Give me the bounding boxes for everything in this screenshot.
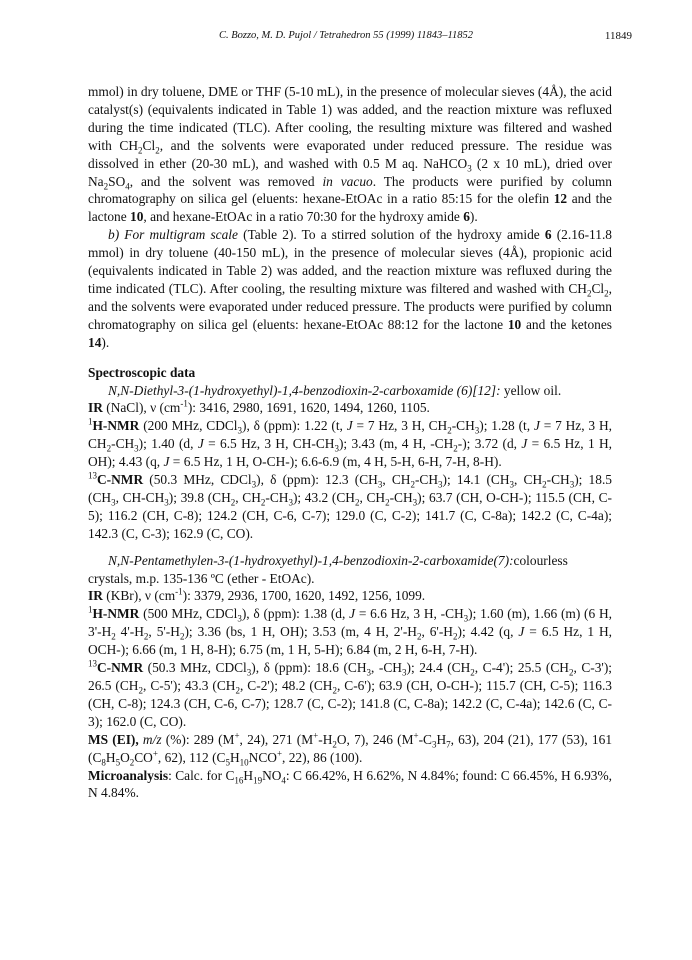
subscript: 8 (101, 757, 106, 768)
subscript: 3 (401, 667, 407, 678)
text-run: colourless crystals, m.p. 135-136 ºC (ether - EtOAc). (88, 552, 568, 586)
text-run: (2 x 10 mL), dried over Na (88, 155, 612, 189)
paragraph-procedure-b (88, 226, 612, 351)
text-run: Cl (591, 280, 605, 296)
subscript: 2 (568, 667, 574, 678)
subscript: 3 (467, 163, 472, 174)
compound-ref: 6 (463, 209, 470, 225)
subscript: 2 (138, 145, 143, 156)
label: IR (88, 400, 103, 416)
text-run: (200 MHz, CDCl (139, 418, 238, 434)
text-run: ); 43.2 (CH (292, 489, 355, 505)
text-run: (50.3 MHz, CDCl (143, 660, 247, 676)
superscript: -1 (175, 587, 183, 597)
subscript: 7 (446, 739, 451, 750)
coupling-symbol: J (521, 436, 528, 452)
text-run: ). (469, 209, 478, 225)
subscript: 3 (246, 667, 252, 678)
subscript: 2 (416, 631, 422, 642)
italic-run: in vacuo (322, 173, 373, 189)
compound-ref: 12 (553, 191, 568, 207)
text-run: SO (108, 173, 126, 189)
superscript: -1 (180, 398, 188, 409)
label: C-NMR (97, 472, 144, 488)
text-run: H (436, 731, 447, 747)
superscript: 1 (88, 416, 93, 427)
label: H-NMR (92, 606, 140, 622)
running-title: C. Bozzo, M. D. Pujol / Tetrahedron 55 (1999) 11843–11852 (218, 30, 474, 41)
subscript: 3 (463, 614, 469, 625)
compound-6-hnmr (88, 417, 612, 471)
subscript: 2 (586, 288, 592, 299)
page-header (0, 30, 692, 46)
text-run: -CH (451, 418, 475, 434)
subscript: 2 (354, 497, 360, 508)
text-run: , CH (514, 472, 543, 488)
text-run: (500 MHz, CDCl (139, 606, 238, 622)
compound-6-cnmr (88, 471, 612, 543)
text-run: Cl (142, 137, 156, 153)
text-run: CO (134, 749, 153, 765)
text-run: , C-4'); 25.5 (CH (474, 660, 569, 676)
compound-7-ir (88, 587, 612, 605)
subscript: 2 (106, 443, 112, 454)
text-run: ): 3379, 2936, 1700, 1620, 1492, 1256, 1099. (182, 588, 426, 604)
page-number: 11849 (604, 30, 632, 42)
section-heading: Spectroscopic data (88, 364, 196, 380)
compound-ref: 10 (130, 209, 144, 225)
text-run: (KBr), ν (cm (102, 588, 176, 604)
text-run: -H (318, 731, 333, 747)
subscript: 3 (251, 479, 257, 490)
text-run: -CH (265, 489, 289, 505)
subscript: 2 (179, 631, 185, 642)
superscript: + (313, 730, 319, 741)
label: IR (88, 588, 103, 604)
text-run: = 6.5 Hz, 1 H, OCH-); 6.66 (m, 1 H, 8-H); 6.75 (m, 1 H, 5-H); 6.84 (m, 2 H, 6-H, 7-H). (88, 624, 612, 658)
text-run: mmol) in dry toluene, DME or THF (5-10 mL), in the presence of molecular sieves (4Å), the acid catalyst(s) (equivalents indicated in Table 1) was added, and the reaction mixture was refluxed during the time indicated (TLC). After cooling, the resulting mixture was filtered and washed with CH (88, 84, 612, 153)
text-run: NCO (248, 749, 277, 765)
text-run: NO (262, 767, 282, 783)
text-run: ); 3.43 (m, 4 H, -CH (338, 436, 454, 452)
subscript: 16 (234, 775, 244, 786)
superscript: 1 (88, 604, 93, 615)
superscript: 13 (88, 658, 97, 669)
subscript: 3 (412, 497, 418, 508)
subscript: 2 (155, 145, 160, 156)
text-run: , CH (235, 489, 261, 505)
subscript: 2 (332, 739, 337, 750)
subscript: 2 (235, 685, 240, 696)
label: C-NMR (97, 660, 144, 676)
text-run: ); 4.42 (q, (457, 624, 519, 640)
superscript: + (276, 748, 283, 759)
subscript: 4 (281, 775, 286, 786)
text-run: ): 3416, 2980, 1691, 1620, 1494, 1260, 1105. (187, 400, 430, 416)
subscript: 5 (115, 757, 121, 768)
text-run: , 6'-H (421, 624, 453, 640)
subscript: 2 (542, 479, 547, 490)
subscript: 2 (332, 685, 337, 696)
text-run: (2.16-11.8 mmol) in dry toluene (40-150 mL), in the presence of molecular sieves (4Å), propionic acid (equivalents indicated in Table 2) was added, and the reaction mixture was refluxed during the time indicated (TLC). After cooling, the resulting mixture was filtered and washed with CH (88, 227, 612, 296)
superscript: 13 (88, 470, 97, 481)
compound-7-title (88, 552, 612, 588)
text-run: , 62), 112 (C (157, 749, 226, 765)
compound-7-hnmr (88, 605, 612, 659)
subscript: 3 (431, 739, 437, 750)
text-run: yellow oil. (500, 382, 562, 398)
paragraph-procedure-a (88, 83, 612, 226)
text-run: , and the solvent was removed (129, 173, 323, 189)
text-run: = 6.5 Hz, 1 H, OH); 4.43 (q, (88, 436, 612, 470)
coupling-symbol: J (349, 606, 356, 622)
subscript: 2 (410, 479, 415, 490)
subscript: 3 (288, 497, 293, 508)
text-run: (%): 289 (M (161, 731, 235, 747)
text-run: , 5'-H (148, 624, 180, 640)
label: Microanalysis (88, 767, 169, 783)
compound-6-title (88, 382, 612, 400)
superscript: + (234, 730, 240, 741)
coupling-symbol: J (163, 454, 170, 470)
text-run: -C (418, 731, 432, 747)
text-run: , CH (382, 472, 411, 488)
superscript: + (413, 730, 419, 741)
compound-6-ir (88, 399, 612, 417)
text-run: , and the solvents were evaporated under reduced pressure. The products were purified by column chromatography on silica gel (eluents: hexane-EtOAc 88:12 for the lactone (88, 280, 612, 332)
text-run: = 6.5 Hz, 1 H, O-CH-); 6.6-6.9 (m, 4 H, 5-H, 6-H, 7-H, 8-H). (169, 454, 502, 470)
coupling-symbol: J (197, 436, 204, 452)
compound-ref: 14 (88, 334, 102, 350)
coupling-symbol: J (518, 624, 525, 640)
subscript: 2 (138, 685, 143, 696)
text-run: ), δ (ppm): 12.3 (CH (256, 472, 378, 488)
compound-name: N,N-Pentamethylen-3-(1-hydroxyethyl)-1,4-benzodioxin-2-carboxamide(7): (108, 552, 514, 568)
text-run: ); 39.8 (CH (168, 489, 231, 505)
text-run: : C 66.42%, H 6.62%, N 4.84%; found: C 66.45%, H 6.93%, N 4.84%. (88, 767, 612, 801)
text-run: ); 14.1 (CH (442, 472, 510, 488)
subscript: 5 (225, 757, 230, 768)
text-run: , C-5'); 43.3 (CH (142, 678, 236, 693)
italic-run: m/z (138, 731, 162, 747)
subscript: 2 (447, 425, 452, 436)
subscript: 2 (129, 757, 135, 768)
page-body (88, 83, 612, 802)
text-run: . The products were purified by column chromatography on silica gel (eluents: hexane-EtOAc in a ratio 85:15 for the olefin (88, 173, 612, 207)
text-run: (NaCl), ν (cm (102, 400, 181, 416)
text-run: ); 18.5 (CH (88, 472, 612, 505)
subscript: 3 (366, 667, 372, 678)
text-run: , and the solvents were evaporated under reduced pressure. The residue was dissolved in ether (20-30 mL), and washed with 0.5 M aq. NaHCO (88, 137, 612, 171)
text-run: = 7 Hz, 3 H, CH (88, 418, 612, 452)
subscript: 3 (509, 479, 515, 490)
subscript: 3 (438, 479, 443, 490)
text-run: and the ketones (521, 316, 612, 332)
subscript: 2 (452, 631, 458, 642)
text-run: and the lactone (88, 191, 613, 225)
text-run: = 7 Hz, 3 H, CH (352, 418, 448, 434)
text-run: ), δ (ppm): 18.6 (CH (251, 660, 367, 676)
subscript: 3 (111, 497, 116, 508)
text-run: , 22), 86 (100). (282, 749, 363, 765)
subscript: 2 (143, 631, 149, 642)
text-run: -CH (389, 489, 413, 505)
compound-ref: 10 (507, 316, 522, 332)
coupling-symbol: J (533, 418, 540, 434)
text-run: , -CH (371, 660, 402, 676)
compound-7-microanalysis (88, 767, 612, 803)
subheading: b) For multigram scale (108, 227, 238, 243)
subscript: 2 (103, 181, 109, 192)
text-run: H (230, 749, 240, 765)
superscript: + (152, 748, 158, 759)
text-run: , and hexane-EtOAc in a ratio 70:30 for the hydroxy amide (143, 209, 464, 225)
subscript: 2 (604, 288, 609, 299)
text-run: : Calc. for C (168, 767, 235, 783)
text-run: -CH (111, 436, 135, 452)
text-run: ); 63.7 (CH, O-CH-); 115.5 (CH, C-5); 116.2 (CH, C-8); 124.2 (CH, C-6, C-7); 129.0 (C, C-2); 141.7 (C, C-8a); 142.2 (C, C-4a); 142.3 (C, C-3); 162.9 (C, CO). (88, 489, 612, 541)
compound-ref: 6 (544, 227, 552, 243)
compound-name: N,N-Diethyl-3-(1-hydroxyethyl)-1,4-benzodioxin-2-carboxamide (6)[12]: (108, 382, 501, 398)
subscript: 3 (237, 425, 243, 436)
text-run: 4'-H (115, 624, 144, 640)
text-run: , CH (359, 489, 386, 505)
text-run: , 24), 271 (M (239, 731, 314, 747)
text-run: ), δ (ppm): 1.22 (t, (242, 418, 347, 434)
subscript: 4 (125, 181, 130, 192)
text-run: (50.3 MHz, CDCl (143, 472, 252, 488)
coupling-symbol: J (346, 418, 353, 434)
text-run: O (120, 749, 130, 765)
subscript: 2 (453, 443, 458, 454)
text-run: ); 1.40 (d, (138, 436, 198, 452)
subscript: 2 (470, 667, 475, 678)
subscript: 10 (239, 757, 249, 768)
subscript: 2 (230, 497, 236, 508)
text-run: -CH (546, 472, 570, 488)
compound-7-cnmr (88, 659, 612, 731)
text-run: O, 7), 246 (M (336, 731, 414, 747)
subscript: 3 (134, 443, 139, 454)
text-run: = 6.6 Hz, 3 H, -CH (355, 606, 464, 622)
text-run: ), δ (ppm): 1.38 (d, (241, 606, 350, 622)
text-run: , 63), 204 (21), 177 (53), 161 (C (88, 731, 613, 765)
subscript: 3 (164, 497, 169, 508)
text-run: ); 3.36 (bs, 1 H, OH); 3.53 (m, 4 H, 2'-H (184, 624, 417, 640)
text-run: H (105, 749, 116, 765)
subscript: 2 (385, 497, 390, 508)
text-run: ). (101, 334, 110, 350)
label: H-NMR (92, 418, 140, 434)
subscript: 3 (377, 479, 383, 490)
subscript: 3 (237, 614, 242, 625)
text-run: , C-2'); 48.2 (CH (239, 678, 333, 693)
text-run: ); 24.4 (CH (406, 660, 471, 676)
text-run: ); 1.60 (m), 1.66 (m) (6 H, 3'-H (88, 606, 612, 640)
text-run: , C-6'); 63.9 (CH, O-CH-); 115.7 (CH, C-5); 116.3 (CH, C-8); 124.3 (CH, C-6, C-7); 128.7 (C, C-2); 141.8 (C, C-8a); 142.2 (C, C-4a); 142.6 (C, C-3); 162.0 (C, CO). (88, 678, 612, 729)
compound-7-ms (88, 731, 612, 767)
subscript: 3 (334, 443, 339, 454)
subscript: 3 (474, 425, 480, 436)
subscript: 19 (253, 775, 263, 786)
subscript: 2 (111, 631, 116, 642)
text-run: , C-3'); 26.5 (CH (88, 660, 613, 693)
text-run: -); 3.72 (d, (457, 436, 522, 452)
subscript: 2 (260, 497, 266, 508)
text-run: -CH (414, 472, 439, 488)
label: MS (EI), (88, 731, 139, 747)
text-run: = 6.5 Hz, 3 H, CH-CH (203, 436, 335, 452)
subscript: 3 (569, 479, 575, 490)
text-run: , CH-CH (115, 489, 165, 505)
text-run: ); 1.28 (t, (479, 418, 534, 434)
text-run: (Table 2). To a stirred solution of the hydroxy amide (237, 227, 545, 243)
text-run: H (243, 767, 254, 783)
